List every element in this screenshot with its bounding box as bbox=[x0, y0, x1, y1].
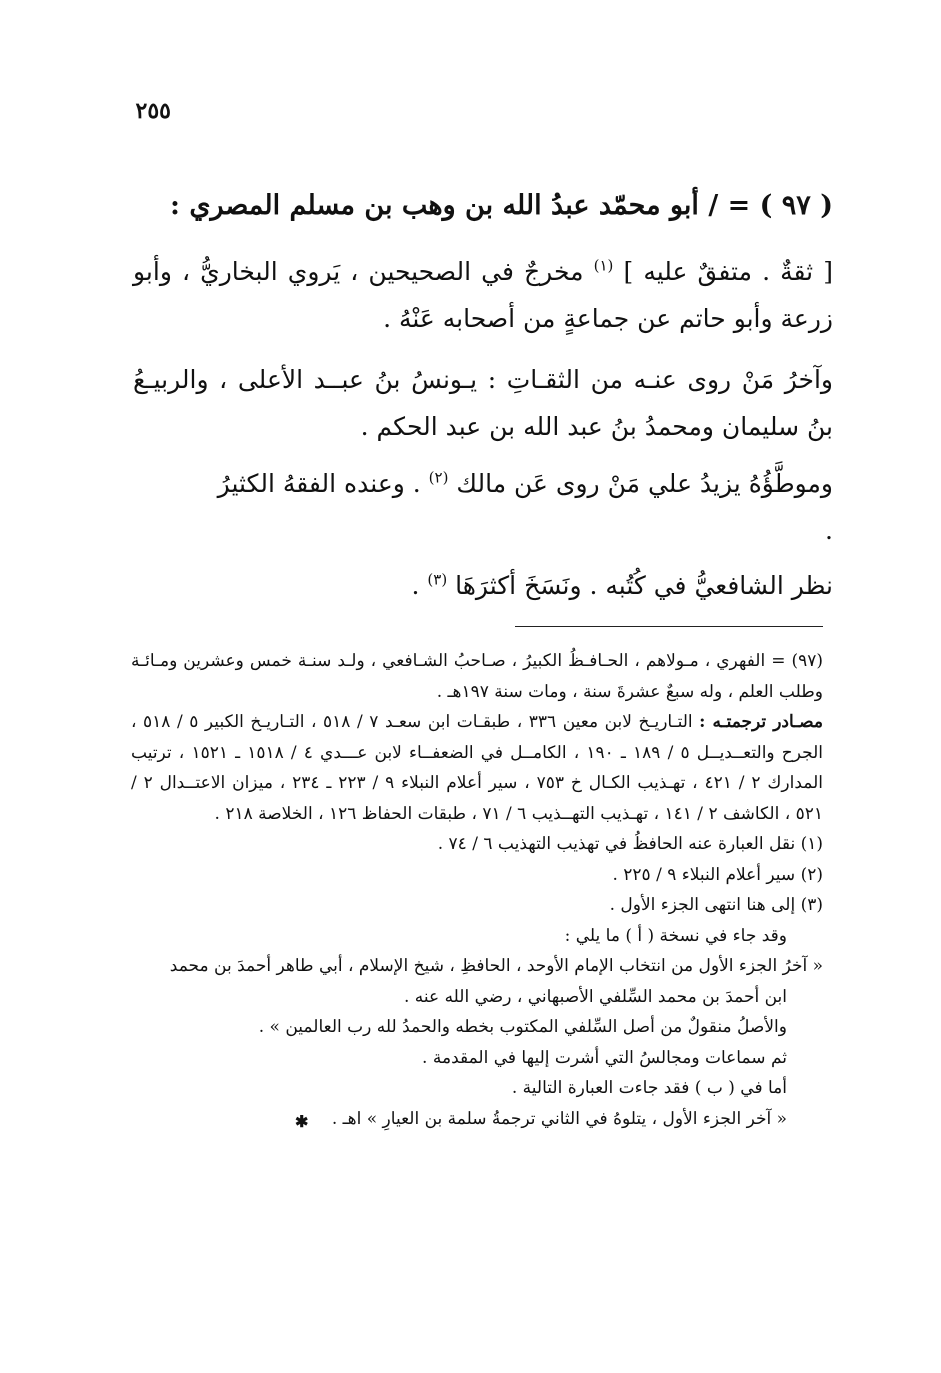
paragraph-4-end: . bbox=[411, 571, 428, 600]
paragraph-3-end: . وعنده الفقهُ الكثيرُ . bbox=[217, 469, 833, 545]
footnote-sources bbox=[131, 707, 823, 829]
footnote-1: (١) نقل العبارة عنه الحافظُ في تهذيب التهذيب ٦ / ٧٤ . bbox=[437, 834, 823, 854]
footnote-3-line-4: والأصلُ منقولٌ من أصل السِّلفي المكتوب بخطه والحمدُ لله رب العالمين » . bbox=[258, 1017, 787, 1037]
footnote-3: (٣) إلى هنا انتهى الجزء الأول . bbox=[609, 895, 823, 915]
footnote-3-line-2: « آخرُ الجزء الأول من انتخاب الإمام الأوحد ، الحافظِ ، شيخ الإسلام ، أبي طاهر أحمدَ بن محمد bbox=[169, 956, 823, 976]
paragraph-3-start: وموطَّؤُهُ يزيدُ علي مَنْ روى عَن مالك bbox=[448, 469, 833, 498]
footnote-2: (٢) سير أعلام النبلاء ٩ / ٢٢٥ . bbox=[612, 864, 823, 885]
paragraph-2 bbox=[133, 356, 833, 450]
paragraph-3 bbox=[133, 460, 833, 554]
footnote-ref-1[interactable]: (١) bbox=[593, 256, 614, 275]
footnote-bio: (٩٧) = الفهري ، مـولاهم ، الحـافـظُ الكبيرُ ، صـاحبُ الشـافعي ، ولـد سنـة خمس وعشرين ومـائـة وطلب العلم ، وله سبعٌ عشرةَ سنة ، ومات سنة ١٩٧هـ . bbox=[131, 651, 823, 702]
footnote-ref-2[interactable]: (٢) bbox=[428, 468, 449, 487]
ink-mark: ✱ bbox=[295, 1112, 309, 1131]
main-text bbox=[133, 186, 833, 623]
paragraph-4 bbox=[133, 562, 833, 609]
paragraph-1-end: مخرجٌ في الصحيحين ، يَروي البخاريُّ ، وأبو زرعة وأبو حاتم عن جماعةٍ من أصحابه عَنْهُ . bbox=[133, 257, 833, 333]
sources-text: التـاريـخ لابن معين ٣٣٦ ، طبقـات ابن سعـد ٧ / ٥١٨ ، التـاريـخ الكبير ٥ / ٥١٨ ، الجرح والتعــديــل ٥ / ١٨٩ ـ ١٩٠ ، الكامــل في الضعفــاء لابن عـــدي ٤ / ١٥١٨ ـ ١٥٢١ ، ترتيب المدارك ٢ / ٤٢١ ، تهـذيب الكـال خ ٧٥٣ ، سير أعلام النبلاء ٩ / ٢٢٣ ـ ٢٣٤ ، ميزان الاعتــدال ٢ / ٥٢١ ، الكاشف ٢ / ١٤١ ، تهـذيب التهــذيب ٦ / ٧١ ، طبقات الحفاظ ١٢٦ ، الخلاصة ٢١٨ . bbox=[131, 712, 823, 824]
footnote-3-line-6: أما في ( ب ) فقد جاءت العبارة التالية . bbox=[511, 1078, 787, 1098]
paragraph-1-start: [ ثقةٌ . متفقٌ عليه ] bbox=[613, 257, 833, 286]
paragraph-4-start: نظر الشافعيُّ في كُتُبه . ونَسَخَ أكثرَهَا bbox=[447, 571, 833, 600]
footnote-separator bbox=[515, 626, 823, 627]
sources-label: مصـادر ترجمتـه : bbox=[699, 712, 823, 732]
paragraph-2-text: وآخرُ مَنْ روى عنـه من الثقـاتِ : يـونسُ بنُ عبــد الأعلى ، والربيـعُ بنُ سليمان ومحمدُ بنُ عبد الله بن عبد الحكم . bbox=[133, 365, 833, 441]
footnote-3-line-3: ابن أحمدَ بن محمد السِّلفي الأصبهاني ، رضي الله عنه . bbox=[403, 986, 787, 1007]
entry-heading: ( ٩٧ ) = / أبو محمّد عبدُ الله بن وهب بن مسلم المصري : bbox=[169, 190, 833, 221]
footnote-ref-3[interactable]: (٣) bbox=[427, 570, 448, 589]
footnote-3-line-1: وقد جاء في نسخة ( أ ) ما يلي : bbox=[564, 925, 787, 946]
footnote-3-line-5: ثم سماعات ومجالسُ التي أشرت إليها في المقدمة . bbox=[422, 1047, 787, 1068]
footnote-3-line-7: « آخر الجزء الأول ، يتلوهُ في الثاني ترجمةُ سلمة بن العيارِ » اهـ . bbox=[331, 1108, 787, 1129]
paragraph-1 bbox=[133, 248, 833, 342]
page-number: ٢٥٥ bbox=[135, 98, 171, 124]
footnotes bbox=[131, 646, 823, 1134]
